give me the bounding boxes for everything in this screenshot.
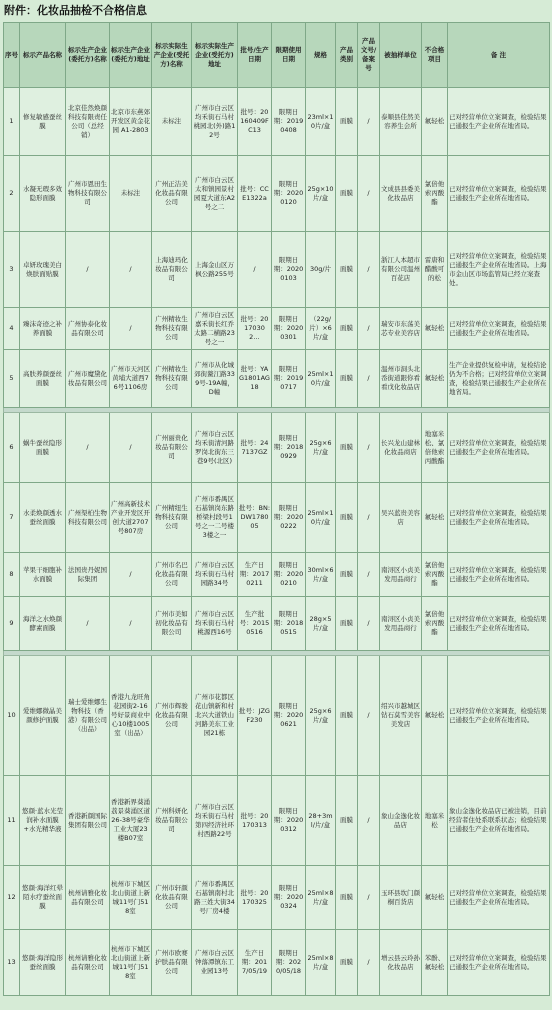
column-header: 标示产品名称 — [20, 23, 66, 88]
cell-mfr: 广州市恩田生物科技有限公司 — [66, 156, 110, 232]
cell-sampled: 绍兴市越城区钻石莫雪美容美发店 — [380, 656, 422, 776]
cell-actual-addr: 广州市番禺区石基镇岗东路桥梁村段号1号之一二号楼3楼之一 — [192, 483, 238, 553]
cell-sampled: 象山金逸化妆品店 — [380, 776, 422, 866]
cell-code: / — [358, 553, 380, 597]
cell-sampled: 南浔区小贞美发用品商行 — [380, 553, 422, 597]
cell-code: / — [358, 483, 380, 553]
cell-name: 高肤养颜蚕丝面膜 — [20, 350, 66, 408]
cell-no: 8 — [4, 553, 20, 597]
cell-note: 象山金逸化妆品店已被注销，目前经营者住处系联系状态；检验结果已通报生产企业所在地省局。 — [448, 776, 550, 866]
table-row — [4, 483, 550, 553]
cell-mfr-addr: 香港新界葵涌荔景葵涌区道26-38号豪华工业大厦23楼B07室 — [110, 776, 152, 866]
cell-type: 面膜 — [336, 308, 358, 350]
cell-item: 氟轻松 — [422, 483, 448, 553]
cell-batch: 批号：20170302… — [238, 308, 272, 350]
cell-code: / — [358, 308, 380, 350]
cell-actual: 广州精妆生物科技有限公司 — [152, 308, 192, 350]
page-title: 附件：化妆品抽检不合格信息 — [4, 4, 147, 17]
cell-spec: 25ml×8片/盒 — [306, 930, 336, 996]
cell-expiry: 限期日期：20200120 — [272, 156, 306, 232]
cell-mfr: 广州渠柏生物科技有限公司 — [66, 483, 110, 553]
cell-spec: 25g×6片/盒 — [306, 656, 336, 776]
table-row — [4, 88, 550, 156]
column-header: 不合格项目 — [422, 23, 448, 88]
cell-mfr-addr: 广州高新技术产业开发区开创大道2707号807房 — [110, 483, 152, 553]
table-row — [4, 656, 550, 776]
cell-name: 臻沫奇迹之补养面膜 — [20, 308, 66, 350]
cell-note: 已对经营单位立案调查，检验结果已通报生产企业所在地省局。 — [448, 930, 550, 996]
cell-expiry: 限期日期：20180929 — [272, 413, 306, 483]
table-row — [4, 866, 550, 930]
cell-actual-addr: 广州市白云区均禾街清河路罗岗北街东三巷9号(北区) — [192, 413, 238, 483]
cell-batch: 生产批号：20150516 — [238, 597, 272, 651]
cell-no: 12 — [4, 866, 20, 930]
cell-no: 10 — [4, 656, 20, 776]
cell-actual: 上海迪玛化妆品有限公司 — [152, 232, 192, 308]
cell-note: 已对经营单位立案调查，检验结果已通报生产企业所在地省局。 — [448, 88, 550, 156]
cell-note: 生产企业提供复检申请，复检结论仍为不合格；已对经营单位立案调查，检验结果已通报生产企业所在地省局。 — [448, 350, 550, 408]
cell-actual: 广州市轩颜化妆品有限公司 — [152, 866, 192, 930]
cell-spec: 28+3ml/片/盒 — [306, 776, 336, 866]
cell-note: 已对经营单位立案调查，检验结果已通报生产企业所在地省局。 — [448, 308, 550, 350]
cell-mfr: 杭州请雅化妆品有限公司 — [66, 930, 110, 996]
cell-code: / — [358, 866, 380, 930]
cell-expiry: 限期日期：20200312 — [272, 776, 306, 866]
cell-batch: 批号：247137GZ — [238, 413, 272, 483]
cell-note: 已对经营单位立案调查，检验结果已通报生产企业所在地省局。 — [448, 866, 550, 930]
cell-mfr: 广州市魔黛化妆品有限公司 — [66, 350, 110, 408]
cell-mfr: 瑞士爱维娜生物科技（香港）有限公司（出品） — [66, 656, 110, 776]
cell-no: 4 — [4, 308, 20, 350]
header-row — [4, 23, 550, 88]
cell-no: 1 — [4, 88, 20, 156]
cell-actual: 广州精妆生物科技有限公司 — [152, 350, 192, 408]
cell-spec: 28g×5片/盒 — [306, 597, 336, 651]
column-header: 批号/生产日期 — [238, 23, 272, 88]
cell-batch: 批号：CCE1322a — [238, 156, 272, 232]
cell-no: 6 — [4, 413, 20, 483]
cell-item: 氟轻松 — [422, 88, 448, 156]
cell-type: 面膜 — [336, 776, 358, 866]
cell-spec: 23ml×10片/盒 — [306, 88, 336, 156]
cell-type: 面膜 — [336, 483, 358, 553]
cell-name: 海洋之水焕颜酵素面膜 — [20, 597, 66, 651]
table-row — [4, 597, 550, 651]
cell-sampled: 温州市洞头北岙街道跟你看看戊化妆品店 — [380, 350, 422, 408]
cell-batch: 批号：20170313 — [238, 776, 272, 866]
table-row — [4, 350, 550, 408]
cell-actual: 广州市辉骏化妆品有限公司 — [152, 656, 192, 776]
cell-actual-addr: 广州市从化城郊街鳌江路339号-19A幢，D幢 — [192, 350, 238, 408]
cell-item: 氟轻松 — [422, 350, 448, 408]
cell-batch: 批号：20160409FC13 — [238, 88, 272, 156]
cell-type: 面膜 — [336, 156, 358, 232]
cell-no: 3 — [4, 232, 20, 308]
cell-actual-addr: 广州市白云区太和镇园景村园夏大道东A2号之二 — [192, 156, 238, 232]
cell-name: 苹果干细胞补水面膜 — [20, 553, 66, 597]
cell-mfr-addr: / — [110, 232, 152, 308]
cell-type: 面膜 — [336, 350, 358, 408]
table-row — [4, 930, 550, 996]
cell-item: 苯酚、氟轻松 — [422, 930, 448, 996]
cell-batch: 批号：JZGF230 — [238, 656, 272, 776]
cell-actual: 未标注 — [152, 88, 192, 156]
cell-item: 氯倍他索丙酸酯 — [422, 553, 448, 597]
cell-mfr: 广州协泰化妆品有限公司 — [66, 308, 110, 350]
cell-mfr-addr: 香港九龙旺角花园街2-16号好景商业中心10楼1005室（出品） — [110, 656, 152, 776]
cell-actual-addr: 上海金山区万枫公路255号 — [192, 232, 238, 308]
cell-type: 面膜 — [336, 930, 358, 996]
column-header: 备 注 — [448, 23, 550, 88]
cell-mfr: 杭州请雅化妆品有限公司 — [66, 866, 110, 930]
inspection-table — [3, 22, 550, 996]
cell-type: 面膜 — [336, 656, 358, 776]
cell-sampled: 文成县县委美化妆品店 — [380, 156, 422, 232]
cell-spec: 30g/片 — [306, 232, 336, 308]
cell-actual: 广州市欧赛护肤品有限公司 — [152, 930, 192, 996]
cell-code: / — [358, 597, 380, 651]
cell-actual-addr: 广州市白云区钟落潭镇东工业园13号 — [192, 930, 238, 996]
cell-sampled: 泰顺县佳然美容养生会所 — [380, 88, 422, 156]
cell-name: 悠颜·海洋红晕陌水疗蚕丝面膜 — [20, 866, 66, 930]
cell-spec: 25g×10片/盒 — [306, 156, 336, 232]
table-row — [4, 308, 550, 350]
cell-expiry: 限期日期：20200210 — [272, 553, 306, 597]
cell-actual: 广州市名巴化妆品有限公司 — [152, 553, 192, 597]
cell-expiry: 限期日期：20200301 — [272, 308, 306, 350]
cell-note: 已对经营单位立案调查，检验结果已通报生产企业所在地省局。 — [448, 553, 550, 597]
cell-spec: 30ml×6片/盒 — [306, 553, 336, 597]
cell-mfr-addr: 杭州市下城区北山街道上新城11号门518室 — [110, 866, 152, 930]
cell-expiry: 限期日期：20200103 — [272, 232, 306, 308]
cell-no: 13 — [4, 930, 20, 996]
cell-expiry: 限期日期：20190717 — [272, 350, 306, 408]
cell-no: 9 — [4, 597, 20, 651]
cell-sampled: 长兴龙山建林化妆品商店 — [380, 413, 422, 483]
cell-batch: 批号：BN:DW178005 — [238, 483, 272, 553]
cell-spec: 25ml×10片/盒 — [306, 483, 336, 553]
cell-name: 爱维娜微晶美颜修护面膜 — [20, 656, 66, 776]
column-header: 产品文号/备案号 — [358, 23, 380, 88]
cell-mfr-addr: 广州市天河区黄埔大道西76号1106房 — [110, 350, 152, 408]
cell-code: / — [358, 88, 380, 156]
cell-sampled: 浙江人本超市有限公司温州百花店 — [380, 232, 422, 308]
cell-expiry: 限期日期：20190408 — [272, 88, 306, 156]
cell-mfr-addr: / — [110, 308, 152, 350]
cell-sampled: 增云县云玲孙化妆品店 — [380, 930, 422, 996]
cell-sampled: 瑞安市东荡美芯专业美容店 — [380, 308, 422, 350]
column-header: 标示实际生产企业(受托方)名称 — [152, 23, 192, 88]
column-header: 规格 — [306, 23, 336, 88]
cell-type: 面膜 — [336, 88, 358, 156]
cell-mfr: / — [66, 232, 110, 308]
cell-name: 蜗牛蚕丝隐形面膜 — [20, 413, 66, 483]
cell-expiry: 限期日期：20180515 — [272, 597, 306, 651]
cell-batch: 批号：YAG1801AG18 — [238, 350, 272, 408]
cell-mfr: 香港新颜国际集团有限公司 — [66, 776, 110, 866]
cell-item: 氯倍他索丙酸酯 — [422, 156, 448, 232]
table-row — [4, 232, 550, 308]
cell-batch: 批号：20170325 — [238, 866, 272, 930]
cell-actual-addr: 广州市白云区均禾街石马村园路34号 — [192, 553, 238, 597]
cell-mfr: 法国贵丹妮国际集团 — [66, 553, 110, 597]
cell-item: 氟轻松 — [422, 308, 448, 350]
cell-type: 面膜 — [336, 413, 358, 483]
table-row — [4, 776, 550, 866]
cell-name: 水柔焕颜透水蚕丝面膜 — [20, 483, 66, 553]
cell-code: / — [358, 413, 380, 483]
cell-actual-addr: 广州市白云区均禾街石马村桃源西16号 — [192, 597, 238, 651]
cell-code: / — [358, 776, 380, 866]
cell-actual: 广州正洁美化妆品有限公司 — [152, 156, 192, 232]
cell-note: 已对经营单位立案调查，检验结果已通报生产企业所在地省局。 — [448, 156, 550, 232]
cell-batch: 生产日期：2017/05/19 — [238, 930, 272, 996]
cell-name: 水凝无瑕多效隐形面膜 — [20, 156, 66, 232]
cell-expiry: 限期日期：2020/05/18 — [272, 930, 306, 996]
cell-expiry: 限期日期：20200222 — [272, 483, 306, 553]
table-row — [4, 553, 550, 597]
cell-no: 2 — [4, 156, 20, 232]
cell-code: / — [358, 232, 380, 308]
cell-note: 已对经营单位立案调查，检验结果已通报生产企业所在地省局。 — [448, 597, 550, 651]
cell-item: 氟轻松 — [422, 866, 448, 930]
cell-type: 面膜 — [336, 553, 358, 597]
cell-name: 卓妍玫瑰美白焕肤面贴膜 — [20, 232, 66, 308]
cell-no: 5 — [4, 350, 20, 408]
cell-code: / — [358, 930, 380, 996]
cell-item: 氯倍他索丙酸酯 — [422, 597, 448, 651]
cell-spec: 25ml×8片/盒 — [306, 866, 336, 930]
cell-item: 雷唐和醋酸可的松 — [422, 232, 448, 308]
cell-item: 地塞米松、氯倍他索丙酸酯 — [422, 413, 448, 483]
cell-actual-addr: 广州市白云区均禾街石马村第四经济社环村西路22号 — [192, 776, 238, 866]
cell-type: 面膜 — [336, 597, 358, 651]
cell-name: 悠颜·海洋隐形蚕丝面膜 — [20, 930, 66, 996]
cell-note: 已对经营单位立案调查，检验结果已通报生产企业所在地省局。 — [448, 483, 550, 553]
cell-expiry: 限期日期：20200324 — [272, 866, 306, 930]
cell-mfr-addr: 未标注 — [110, 156, 152, 232]
cell-spec: 25ml×10片/盒 — [306, 350, 336, 408]
column-header: 标示生产企业(委托方)名称 — [66, 23, 110, 88]
cell-actual: 广州精纽生物科技有限公司 — [152, 483, 192, 553]
cell-item: 地塞米松 — [422, 776, 448, 866]
column-header: 限期使用日期 — [272, 23, 306, 88]
cell-actual-addr: 广州市番禺区石基镇南村北路三姓大街34号厂房4楼 — [192, 866, 238, 930]
cell-spec: 25g×6片/盒 — [306, 413, 336, 483]
cell-mfr-addr: 北京市东燕郊开发区黄金花园 A1-2803 — [110, 88, 152, 156]
cell-type: 面膜 — [336, 232, 358, 308]
column-header: 序号 — [4, 23, 20, 88]
cell-expiry: 限期日期：20200621 — [272, 656, 306, 776]
column-header: 产品类别 — [336, 23, 358, 88]
column-header: 被抽样单位 — [380, 23, 422, 88]
cell-actual-addr: 广州市白云区均禾街石马村桃园北(外)路12号 — [192, 88, 238, 156]
cell-mfr-addr: 杭州市下城区北山街道上新城11号门518室 — [110, 930, 152, 996]
cell-name: 悠颜·蓝水光莹润补水面膜+水光精华液 — [20, 776, 66, 866]
cell-name: 修复敏感蚕丝膜 — [20, 88, 66, 156]
table-row — [4, 413, 550, 483]
cell-actual-addr: 广州市花都区花山镇新和村北兴大道铁山河路美东工业园21栋 — [192, 656, 238, 776]
cell-code: / — [358, 656, 380, 776]
cell-sampled: 吴兴蓝贵美容店 — [380, 483, 422, 553]
cell-no: 7 — [4, 483, 20, 553]
cell-no: 11 — [4, 776, 20, 866]
cell-mfr: 北京佳然焕颜科技有限责任公司（总经销） — [66, 88, 110, 156]
cell-sampled: 玉环县坎门颜桐百货店 — [380, 866, 422, 930]
table-row — [4, 156, 550, 232]
cell-spec: （22g/片）×6片/盒 — [306, 308, 336, 350]
cell-mfr-addr: / — [110, 553, 152, 597]
cell-code: / — [358, 350, 380, 408]
cell-batch: / — [238, 232, 272, 308]
cell-item: 氟轻松 — [422, 656, 448, 776]
cell-actual: 广州科妍化妆品有限公司 — [152, 776, 192, 866]
cell-mfr-addr: / — [110, 597, 152, 651]
cell-note: 已对经营单位立案调查，检验结果已通报生产企业所在地省局。 — [448, 656, 550, 776]
cell-code: / — [358, 156, 380, 232]
column-header: 标示实际生产企业(受托方)地址 — [192, 23, 238, 88]
column-header: 标示生产企业(委托方)地址 — [110, 23, 152, 88]
cell-note: 已对经营单位立案调查，检验结果已通报生产企业所在地省局。上海市金山区市场监管局已经立案查处。 — [448, 232, 550, 308]
cell-actual: 广州市美如初化妆品有限公司 — [152, 597, 192, 651]
cell-actual: 广州丽贵化妆品有限公司 — [152, 413, 192, 483]
cell-mfr: / — [66, 413, 110, 483]
cell-mfr-addr: / — [110, 413, 152, 483]
cell-mfr: / — [66, 597, 110, 651]
cell-sampled: 南浔区小贞美发用品商行 — [380, 597, 422, 651]
cell-batch: 生产日期：20170211 — [238, 553, 272, 597]
cell-note: 已对经营单位立案调查，检验结果已通报生产企业所在地省局。 — [448, 413, 550, 483]
cell-actual-addr: 广州市白云区嘉禾街长红乔太路二横路23号之一 — [192, 308, 238, 350]
cell-type: 面膜 — [336, 866, 358, 930]
